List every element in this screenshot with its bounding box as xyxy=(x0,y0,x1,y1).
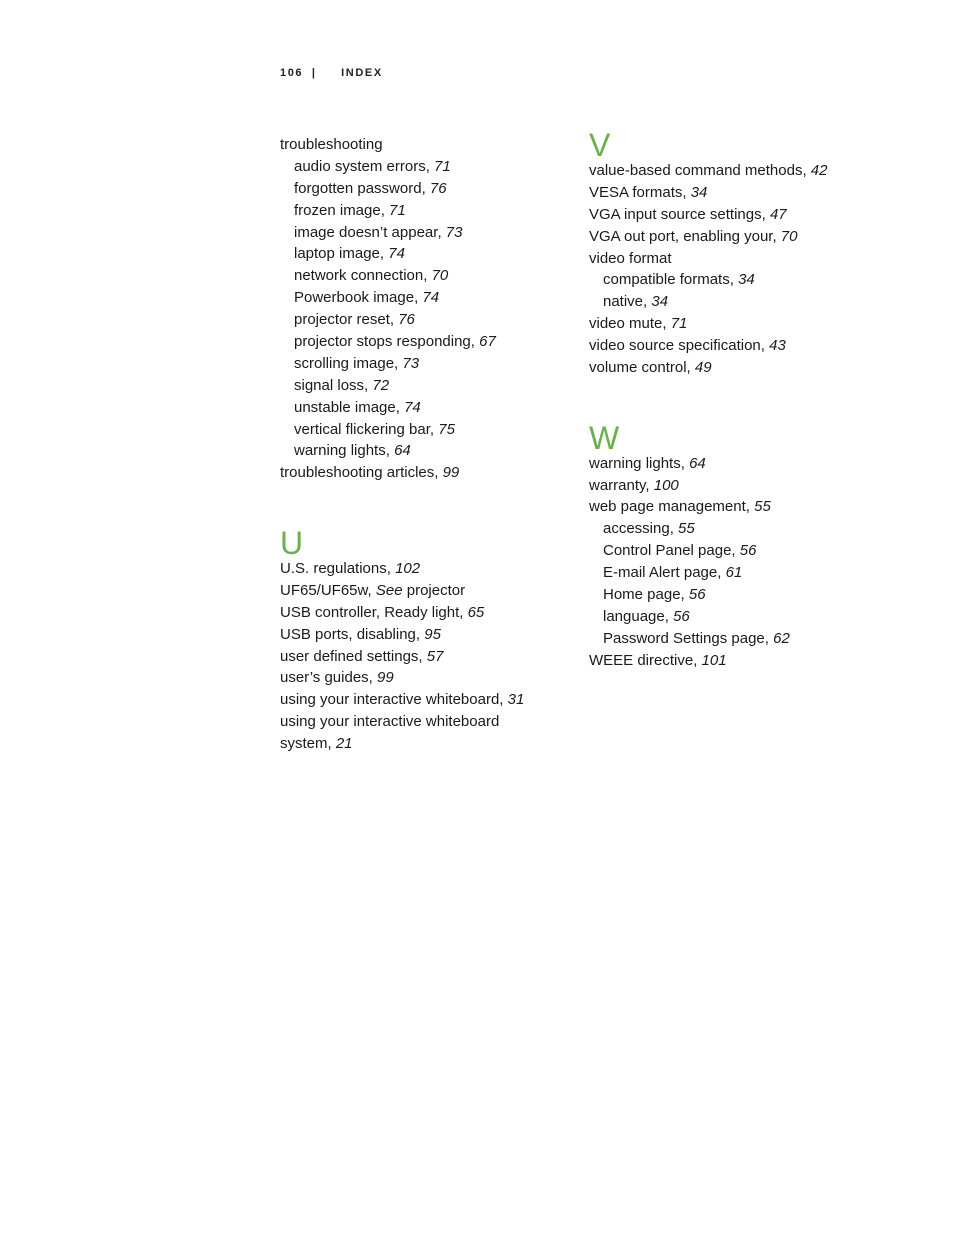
page-reference: 34 xyxy=(738,271,755,289)
entry-term: VESA formats, xyxy=(589,183,691,201)
entry-term: UF65/UF65w, xyxy=(280,581,376,599)
page-reference: 64 xyxy=(689,454,706,472)
see-target: projector xyxy=(402,581,466,599)
index-entry xyxy=(589,650,879,672)
entry-term: signal loss, xyxy=(294,376,373,394)
page-reference: 31 xyxy=(507,691,525,709)
page-header xyxy=(280,67,383,79)
index-entry xyxy=(589,182,879,204)
page-reference: 71 xyxy=(670,315,688,333)
entry-term: E-mail Alert page, xyxy=(603,564,726,582)
page-reference: 42 xyxy=(810,162,828,179)
entry-term: accessing, xyxy=(603,520,679,538)
index-entry xyxy=(589,335,879,357)
index-subentry xyxy=(280,200,570,222)
page-reference: 72 xyxy=(372,376,390,394)
index-entry xyxy=(280,134,570,156)
index-entry xyxy=(589,160,879,182)
index-entry xyxy=(280,711,570,733)
page-reference: 99 xyxy=(377,669,394,687)
index-subentry xyxy=(280,419,570,441)
entry-term: audio system errors, xyxy=(294,157,435,175)
entry-term: volume control, xyxy=(589,359,695,377)
page-reference: 73 xyxy=(402,354,420,372)
index-entry xyxy=(280,646,570,668)
entry-term: Control Panel page, xyxy=(603,542,740,560)
entry-term: troubleshooting articles, xyxy=(280,464,443,482)
index-entry xyxy=(589,204,879,226)
page-reference: 67 xyxy=(479,333,496,351)
page-reference: 43 xyxy=(769,337,786,355)
index-subentry xyxy=(589,562,879,584)
entry-term: Powerbook image, xyxy=(294,289,423,307)
index-subentry xyxy=(280,265,570,287)
page-reference: 65 xyxy=(467,603,485,621)
section-letter: U xyxy=(280,525,304,562)
index-entry xyxy=(280,462,570,484)
page-reference: 73 xyxy=(445,223,463,241)
entry-term: video format xyxy=(589,249,672,267)
entry-term: WEEE directive, xyxy=(589,651,702,669)
entry-term: warranty, xyxy=(589,476,654,494)
entry-term: web page management, xyxy=(589,498,755,516)
page-reference: 76 xyxy=(429,179,447,197)
index-column-right xyxy=(589,127,879,672)
page-reference: 57 xyxy=(426,647,444,665)
index-subentry xyxy=(589,584,879,606)
index-subentry xyxy=(280,222,570,244)
index-entry xyxy=(280,667,570,689)
page-reference: 49 xyxy=(694,359,712,377)
index-entry xyxy=(589,248,879,270)
entry-term: language, xyxy=(603,607,674,625)
entry-term: forgotten password, xyxy=(294,179,430,197)
page-reference: 100 xyxy=(653,476,679,494)
see-reference: See xyxy=(375,581,403,599)
page-reference: 102 xyxy=(395,560,421,578)
page-reference: 95 xyxy=(424,625,441,643)
page-reference: 61 xyxy=(725,564,743,582)
entry-term: user’s guides, xyxy=(280,669,378,687)
entry-term: warning lights, xyxy=(294,442,395,460)
entry-term: system, xyxy=(280,735,336,753)
page-reference: 34 xyxy=(651,293,669,311)
index-entry xyxy=(589,453,879,475)
entry-term: video mute, xyxy=(589,315,671,333)
index-entry xyxy=(589,357,879,379)
page-reference: 74 xyxy=(388,245,405,263)
index-entry xyxy=(589,313,879,335)
index-entry xyxy=(280,558,570,580)
entry-term: compatible formats, xyxy=(603,271,739,289)
page-reference: 56 xyxy=(739,542,757,560)
page-reference: 70 xyxy=(431,267,449,285)
page-reference: 76 xyxy=(398,311,415,329)
page-reference: 71 xyxy=(434,157,451,175)
index-subentry xyxy=(589,606,879,628)
index-subentry xyxy=(280,331,570,353)
entry-term: VGA out port, enabling your, xyxy=(589,227,781,245)
index-column-left xyxy=(280,134,570,755)
page-reference: 21 xyxy=(335,735,353,753)
entry-term: VGA input source settings, xyxy=(589,205,770,223)
page-reference: 71 xyxy=(389,201,406,219)
section-letter: W xyxy=(589,419,620,456)
entry-term: troubleshooting xyxy=(280,136,383,153)
entry-term: Home page, xyxy=(603,586,689,604)
index-subentry xyxy=(280,440,570,462)
entry-term: image doesn’t appear, xyxy=(294,223,446,241)
index-subentry xyxy=(589,540,879,562)
index-subentry xyxy=(280,397,570,419)
entry-term: USB controller, Ready light, xyxy=(280,603,468,621)
index-entry xyxy=(280,624,570,646)
index-subentry xyxy=(589,518,879,540)
index-subentry xyxy=(280,309,570,331)
entry-term: laptop image, xyxy=(294,245,389,263)
page-reference: 101 xyxy=(701,651,727,669)
entry-term: U.S. regulations, xyxy=(280,560,396,578)
entry-term: value-based command methods, xyxy=(589,162,811,179)
page-reference: 64 xyxy=(394,442,411,460)
header-separator: | xyxy=(311,67,317,79)
page-reference: 74 xyxy=(422,289,440,307)
index-subentry xyxy=(280,375,570,397)
page-reference: 74 xyxy=(404,398,421,416)
entry-term: network connection, xyxy=(294,267,432,285)
index-subentry xyxy=(280,353,570,375)
page-reference: 62 xyxy=(773,629,790,647)
entry-term: using your interactive whiteboard xyxy=(280,713,500,731)
entry-term: user defined settings, xyxy=(280,647,427,665)
page-reference: 55 xyxy=(754,498,771,516)
spacer xyxy=(280,484,570,506)
entry-term: video source specification, xyxy=(589,337,770,355)
entry-term: frozen image, xyxy=(294,201,390,219)
entry-term: USB ports, disabling, xyxy=(280,625,425,643)
entry-term: native, xyxy=(603,293,652,311)
index-subentry xyxy=(280,178,570,200)
index-subentry xyxy=(280,287,570,309)
entry-term: Password Settings page, xyxy=(603,629,774,647)
index-entry xyxy=(589,496,879,518)
index-entry xyxy=(280,602,570,624)
entry-term: vertical flickering bar, xyxy=(294,420,439,438)
index-entry xyxy=(280,580,570,602)
spacer xyxy=(280,506,570,528)
index-entry xyxy=(280,689,570,711)
index-subentry xyxy=(280,243,570,265)
entry-term: projector stops responding, xyxy=(294,333,480,351)
page-reference: 75 xyxy=(438,420,455,438)
page-reference: 34 xyxy=(690,183,708,201)
index-entry xyxy=(280,733,570,755)
index-subentry xyxy=(280,156,570,178)
entry-term: projector reset, xyxy=(294,311,399,329)
section-title: INDEX xyxy=(341,67,383,79)
page-reference: 70 xyxy=(780,227,798,245)
entry-term: unstable image, xyxy=(294,398,405,416)
index-subentry xyxy=(589,628,879,650)
index-entry xyxy=(589,475,879,497)
spacer xyxy=(589,401,879,423)
page-reference: 56 xyxy=(688,586,706,604)
entry-term: warning lights, xyxy=(589,454,690,472)
page-reference: 55 xyxy=(678,520,695,538)
page-reference: 47 xyxy=(769,205,787,223)
page-reference: 99 xyxy=(442,464,460,482)
entry-term: using your interactive whiteboard, xyxy=(280,691,508,709)
index-entry xyxy=(589,226,879,248)
entry-term: scrolling image, xyxy=(294,354,403,372)
page-number: 106 xyxy=(280,67,304,79)
page-reference: 56 xyxy=(673,607,690,625)
index-subentry xyxy=(589,291,879,313)
index-subentry xyxy=(589,269,879,291)
section-letter: V xyxy=(589,127,611,163)
spacer xyxy=(589,379,879,401)
